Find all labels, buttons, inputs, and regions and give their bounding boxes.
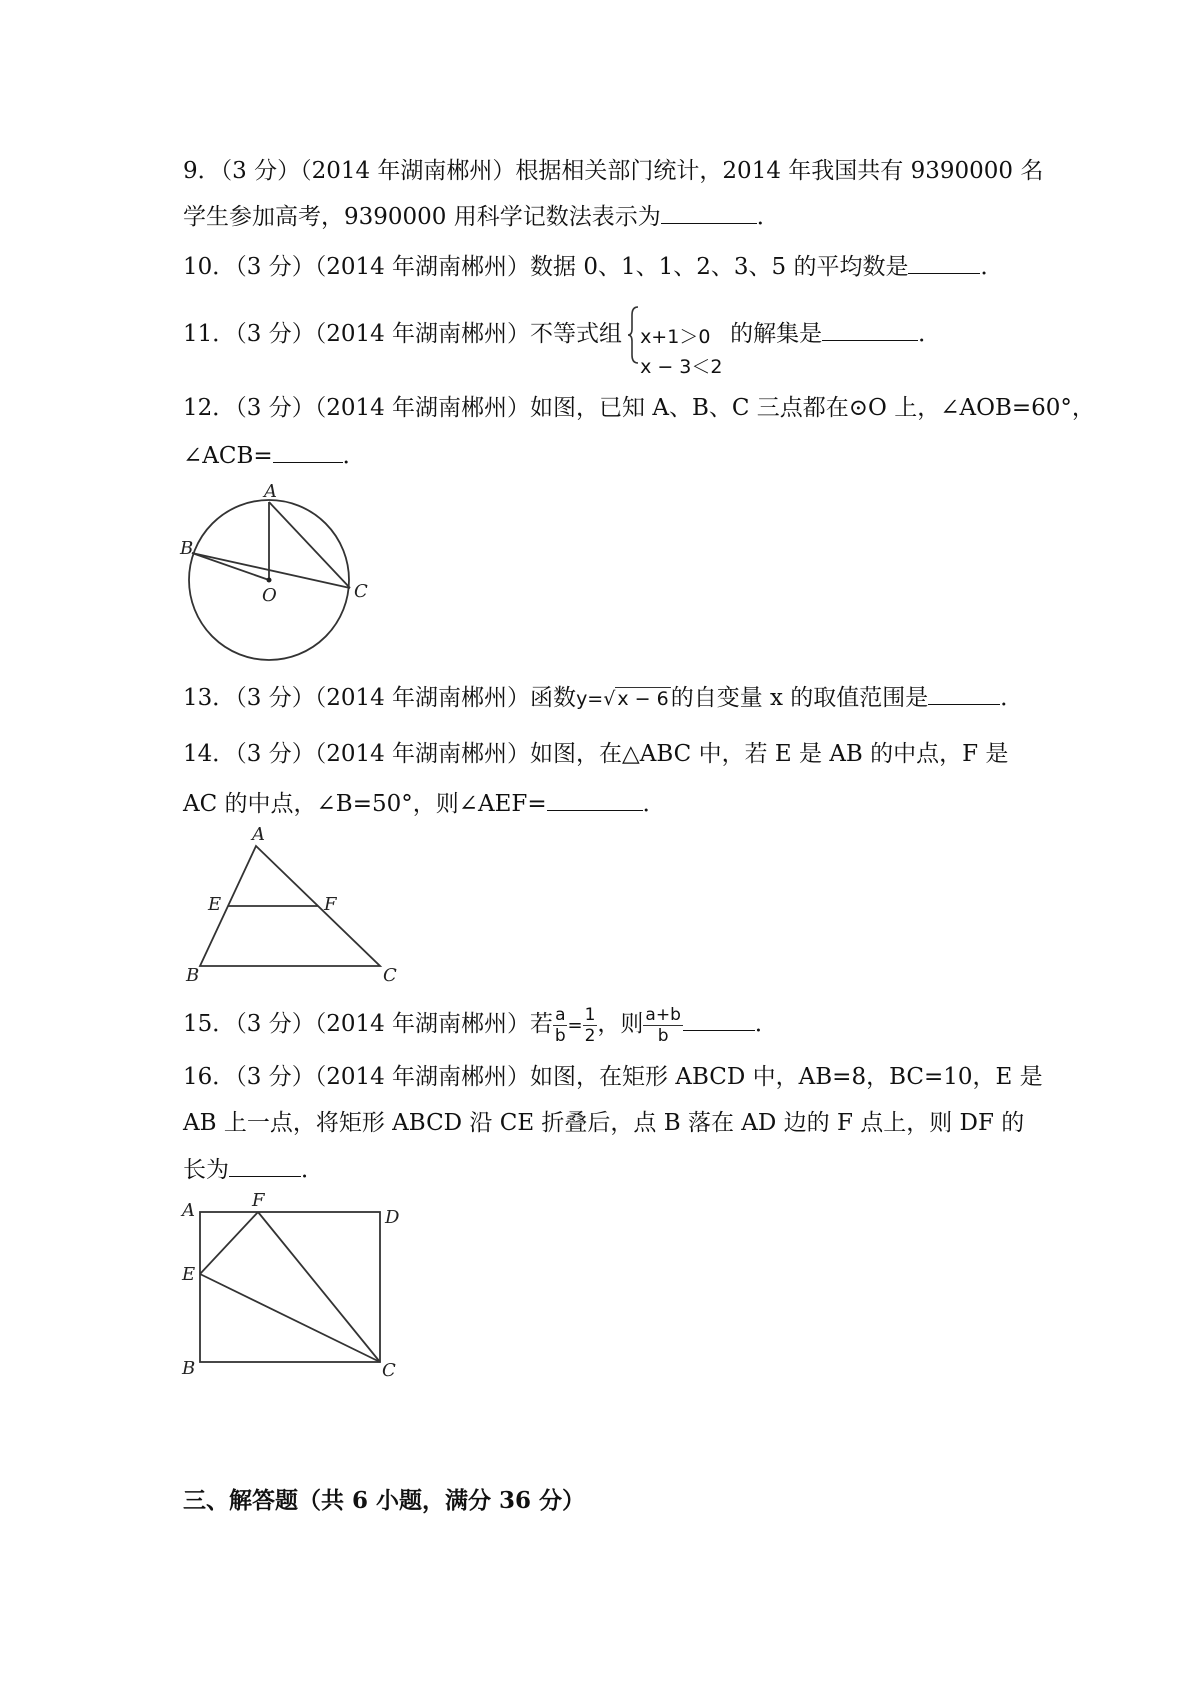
segment-ef [200,1212,258,1274]
q11-prefix: 11．（3 分）（2014 年湖南郴州）不等式组 [183,321,623,347]
q9-end: ． [756,204,780,230]
answer-blank [908,251,980,274]
triangle-figure [180,826,410,986]
rectangle-figure [178,1190,408,1385]
segment-ec [200,1274,380,1362]
q12-line2-text: ∠ACB= [183,443,273,469]
q12-end: ． [342,443,366,469]
q11-suffix: 的解集是 [730,321,823,347]
center-point [267,578,272,583]
section-heading: 三、解答题（共 6 小题，满分 36 分） [183,1487,586,1514]
label-b: B [186,965,200,986]
q10-text: 10．（3 分）（2014 年湖南郴州）数据 0、1、1、2、3、5 的平均数是 [183,254,909,280]
label-b: B [182,1358,196,1379]
circle-figure [178,480,378,665]
segment-fc [258,1212,380,1362]
q12-line2 [183,440,366,471]
inequality-2: x − 3＜2 [640,356,723,378]
fraction-denominator: b [554,1025,566,1046]
q12-line1: 12．（3 分）（2014 年湖南郴州）如图，已知 A、B、C 三点都在⊙O 上，∠AOB=60°， [183,395,1095,421]
label-e: E [182,1264,196,1285]
q16-line3 [183,1154,324,1185]
inequality-system [626,305,726,378]
segment-bo [192,553,269,580]
q11-line [183,304,942,378]
q16-end: ． [301,1157,324,1183]
label-o: O [262,585,277,606]
q9-line2-text: 学生参加高考，9390000 用科学记数法表示为 [183,204,661,230]
radicand: x − 6 [617,688,669,710]
q15-mid: ，则 [597,1011,644,1037]
q13-prefix: 13．（3 分）（2014 年湖南郴州）函数 [183,685,577,711]
label-c: C [383,965,397,986]
label-c: C [354,581,368,602]
function-expression: y=√ x − 6 [576,688,669,710]
q10-end: ． [980,254,1004,280]
q14-line1: 14．（3 分）（2014 年湖南郴州）如图，在△ABC 中，若 E 是 AB 的中点，F 是 [183,741,1009,767]
label-b: B [180,538,194,559]
answer-blank [547,788,643,811]
answer-blank [822,318,918,341]
q9-line2 [183,201,780,232]
q13-line [183,682,1023,714]
q14-line2-text: AC 的中点，∠B=50°，则∠AEF= [183,791,547,817]
fraction-a-plus-b-over-b [643,1005,682,1046]
q13-end: ． [1000,685,1024,711]
label-a: A [182,1200,195,1221]
q14-line2 [183,788,666,819]
answer-blank [928,682,1000,705]
q15-end: ． [754,1011,778,1037]
fraction-numerator: a [555,1004,566,1025]
q9-line1: 9．（3 分）（2014 年湖南郴州）根据相关部门统计，2014 年我国共有 9390000 名 [183,158,1044,184]
answer-blank [229,1154,301,1177]
label-f: F [252,1190,265,1211]
fraction-a-over-b [553,1005,567,1046]
q14-end: ． [642,791,666,817]
label-d: D [385,1207,400,1228]
fraction-numerator: 1 [584,1004,596,1025]
function-y: y= [576,688,604,710]
q15-line [183,1002,778,1048]
label-a: A [264,481,277,502]
fraction-numerator: a+b [645,1004,681,1025]
segment-ac [269,502,350,588]
segment-bc [192,553,350,588]
label-e: E [208,894,222,915]
fraction-denominator: 2 [584,1025,596,1046]
brace-icon [626,305,640,365]
label-a: A [252,826,265,845]
equals-sign: = [567,1015,583,1036]
q16-line3-text: 长为 [183,1157,229,1183]
fraction-denominator: b [657,1025,669,1046]
q13-suffix: 的自变量 x 的取值范围是 [670,685,929,711]
label-c: C [382,1360,396,1381]
answer-blank [661,201,757,224]
q10-line [183,251,1003,282]
q15-prefix: 15．（3 分）（2014 年湖南郴州）若 [183,1011,554,1037]
inequality-1: x+1＞0 [640,326,711,348]
label-f: F [324,894,337,915]
q16-line1: 16．（3 分）（2014 年湖南郴州）如图，在矩形 ABCD 中，AB=8，BC=10，E 是 [183,1064,1043,1090]
q16-line2: AB 上一点，将矩形 ABCD 沿 CE 折叠后，点 B 落在 AD 边的 F 点上，则 DF 的 [183,1110,1025,1136]
q11-end: ． [918,321,942,347]
fraction-one-half [583,1005,598,1046]
answer-blank [273,440,343,463]
answer-blank [683,1008,755,1031]
